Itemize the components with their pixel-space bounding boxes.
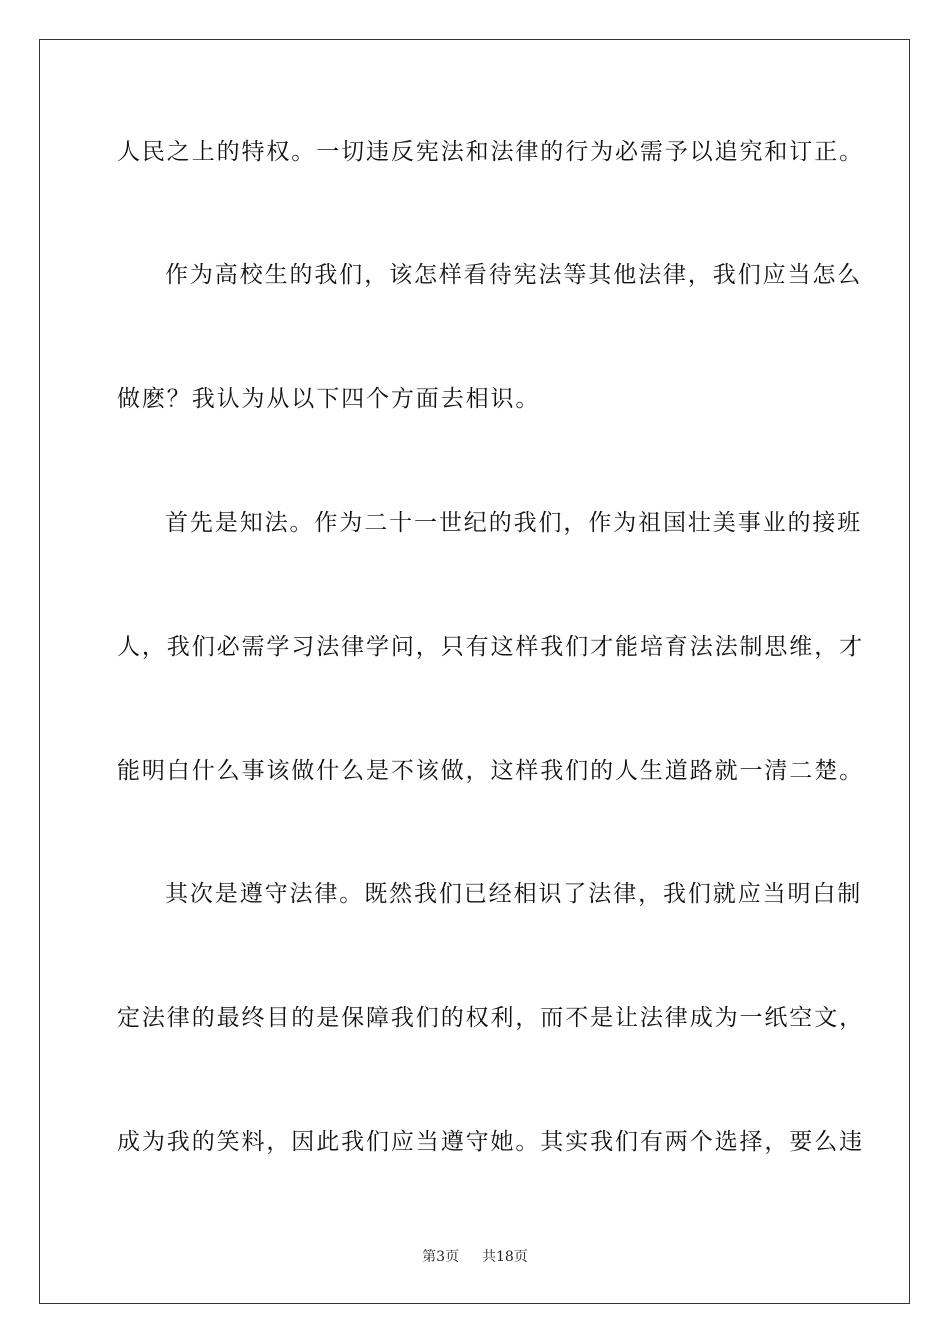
- paragraph-start-line: 作为高校生的我们，该怎样看待宪法等其他法律，我们应当怎么: [165, 262, 863, 288]
- page-total: 共18页: [482, 1249, 528, 1265]
- paragraph-start-line: 首先是知法。作为二十一世纪的我们，作为祖国壮美事业的接班: [165, 510, 863, 536]
- page-footer: [0, 1248, 950, 1266]
- page-number: 第3页: [422, 1249, 460, 1265]
- text-line: 能明白什么事该做什么是不该做，这样我们的人生道路就一清二楚。: [117, 758, 864, 784]
- paragraph-start-line: 其次是遵守法律。既然我们已经相识了法律，我们就应当明白制: [165, 881, 863, 907]
- text-line: 定法律的最终目的是保障我们的权利，而不是让法律成为一纸空文，: [117, 1005, 864, 1031]
- page-border: [39, 39, 910, 1304]
- text-line: 人民之上的特权。一切违反宪法和法律的行为必需予以追究和订正。: [117, 139, 864, 165]
- text-line: 人，我们必需学习法律学问，只有这样我们才能培育法法制思维，才: [117, 634, 864, 660]
- text-line: 成为我的笑料，因此我们应当遵守她。其实我们有两个选择，要么违: [117, 1129, 864, 1155]
- text-line: 做麽？我认为从以下四个方面去相识。: [117, 386, 541, 412]
